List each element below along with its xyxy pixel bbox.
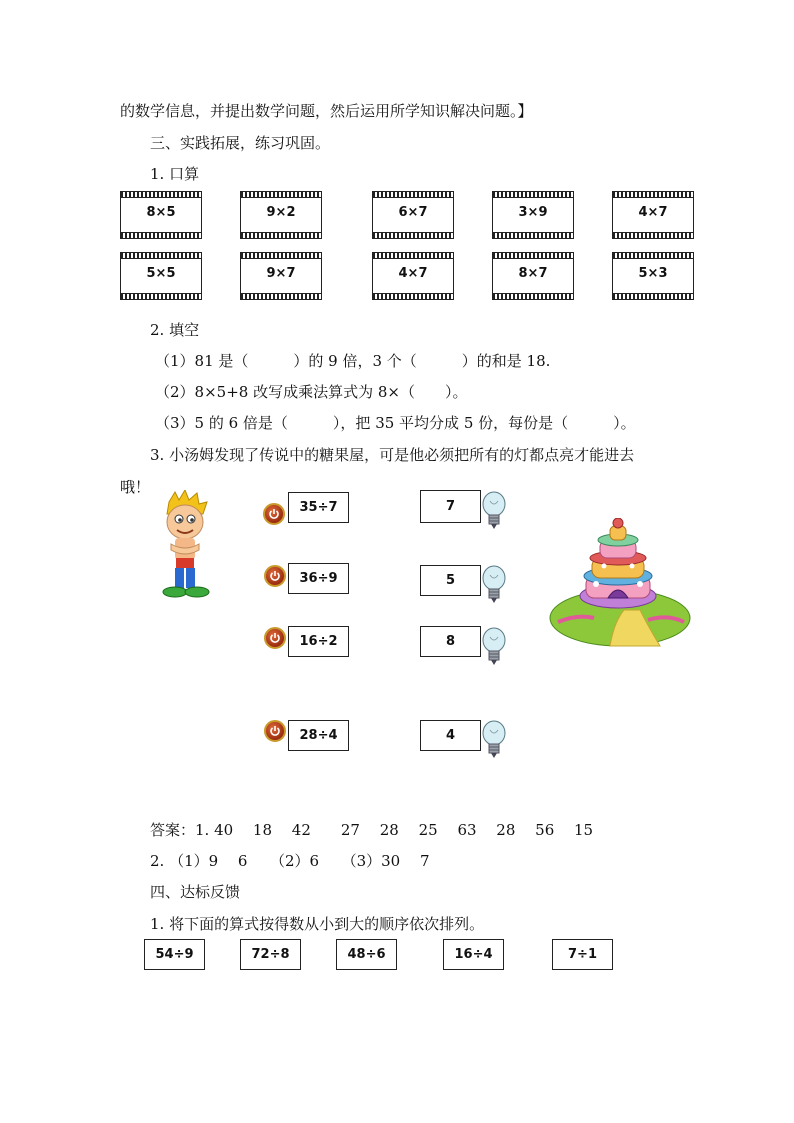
oral-card (612, 191, 694, 239)
oral-card (240, 252, 322, 300)
oral-card (492, 252, 574, 300)
oral-card (372, 191, 454, 239)
sort-expression: 72÷8 (240, 939, 301, 970)
section4-title: 四、达标反馈 (150, 883, 241, 901)
oral-card (240, 191, 322, 239)
switch-expression: 28÷4 (288, 720, 349, 751)
oral-expr: 3×9 (518, 205, 548, 220)
light-bulb-icon[interactable] (481, 627, 507, 667)
oral-card (120, 252, 202, 300)
fill-blank-2: （2）8×5+8 改写成乘法算式为 8×（ ）。 (155, 383, 468, 401)
oral-card (120, 191, 202, 239)
oral-expr: 8×7 (518, 266, 548, 281)
oral-card (612, 252, 694, 300)
oral-expr: 5×5 (146, 266, 176, 281)
oral-card (492, 191, 574, 239)
light-bulb-icon[interactable] (481, 491, 507, 531)
q4-1-title: 1. 将下面的算式按得数从小到大的顺序依次排列。 (150, 915, 485, 933)
oral-expr: 4×7 (638, 205, 668, 220)
light-bulb-icon[interactable] (481, 720, 507, 760)
q3-line1: 3. 小汤姆发现了传说中的糖果屋，可是他必须把所有的灯都点亮才能进去 (150, 446, 635, 464)
switch-expression: 36÷9 (288, 563, 349, 594)
answer-line-2: 2. （1）9 6 （2）6 （3）30 7 (150, 852, 430, 870)
sort-expression: 16÷4 (443, 939, 504, 970)
power-switch-icon[interactable] (264, 720, 286, 742)
power-switch-icon[interactable] (264, 565, 286, 587)
power-switch-icon[interactable] (264, 627, 286, 649)
section3-title: 三、实践拓展，练习巩固。 (150, 134, 331, 152)
q3-line2: 哦！ (120, 478, 151, 496)
sort-expression: 7÷1 (552, 939, 613, 970)
oral-expr: 6×7 (398, 205, 428, 220)
bulb-value: 8 (420, 626, 481, 657)
fill-blank-3: （3）5 的 6 倍是（ ），把 35 平均分成 5 份，每份是（ ）。 (155, 414, 636, 432)
oral-card (372, 252, 454, 300)
sort-expression: 48÷6 (336, 939, 397, 970)
boy-character-illustration (155, 490, 215, 602)
bulb-value: 7 (420, 490, 481, 523)
q1-title: 1. 口算 (150, 165, 200, 183)
oral-expr: 9×7 (266, 266, 296, 281)
oral-expr: 9×2 (266, 205, 296, 220)
candy-house-illustration (548, 518, 698, 650)
bulb-value: 4 (420, 720, 481, 751)
sort-expression: 54÷9 (144, 939, 205, 970)
fill-blank-1: （1）81 是（ ）的 9 倍，3 个（ ）的和是 18. (155, 352, 551, 370)
switch-expression: 16÷2 (288, 626, 349, 657)
light-bulb-icon[interactable] (481, 565, 507, 605)
bulb-value: 5 (420, 565, 481, 596)
intro-tail: 的数学信息，并提出数学问题，然后运用所学知识解决问题。】 (120, 102, 533, 120)
oral-expr: 8×5 (146, 205, 176, 220)
oral-expr: 5×3 (638, 266, 668, 281)
q2-title: 2. 填空 (150, 321, 200, 339)
power-switch-icon[interactable] (263, 503, 285, 525)
switch-expression: 35÷7 (288, 492, 349, 523)
answer-line-1: 答案：1. 40 18 42 27 28 25 63 28 56 15 (150, 821, 594, 839)
oral-expr: 4×7 (398, 266, 428, 281)
